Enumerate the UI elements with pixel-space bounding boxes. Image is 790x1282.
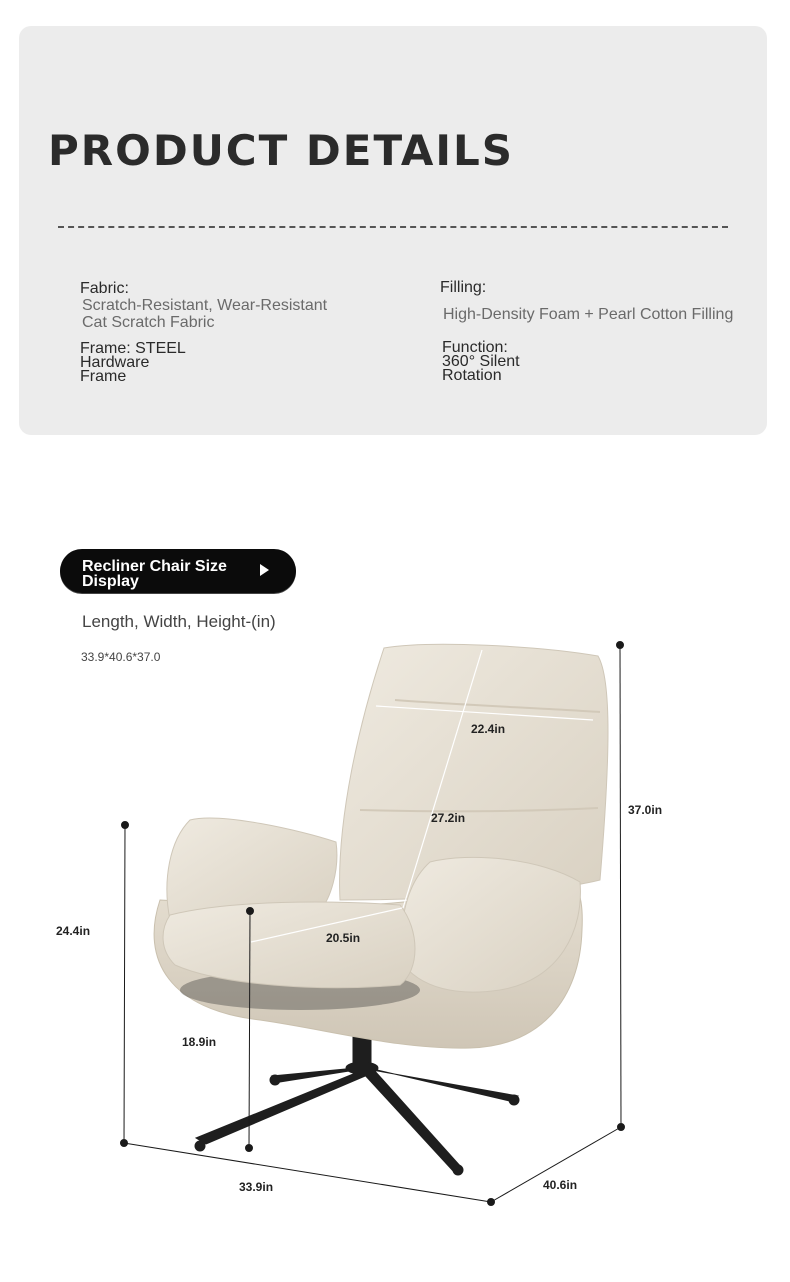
dim-backrest-width: 22.4in bbox=[471, 722, 506, 736]
dim-seat-height: 18.9in bbox=[182, 1035, 217, 1049]
frame-line3: Frame bbox=[80, 368, 127, 385]
function-line1: Function: bbox=[442, 339, 508, 356]
dim-seat-depth: 20.5in bbox=[326, 931, 361, 945]
filling-label: Filling: bbox=[440, 279, 487, 296]
chair-illustration bbox=[154, 644, 608, 1175]
frame-line1: Frame: STEEL bbox=[80, 340, 186, 357]
dimensions-subheading: Length, Width, Height-(in) bbox=[82, 612, 276, 631]
chair-base bbox=[195, 1032, 519, 1175]
fabric-label: Fabric: bbox=[80, 280, 129, 297]
badge-label-line1: Recliner Chair Size bbox=[82, 558, 227, 575]
badge-label-line2: Display bbox=[82, 573, 139, 590]
dim-backrest-height: 27.2in bbox=[431, 811, 466, 825]
fabric-value-line2: Cat Scratch Fabric bbox=[82, 314, 215, 331]
frame-line2: Hardware bbox=[80, 354, 150, 371]
filling-value: High-Density Foam + Pearl Cotton Filling bbox=[443, 306, 734, 323]
function-line2: 360° Silent bbox=[442, 353, 520, 370]
dim-width: 40.6in bbox=[543, 1178, 578, 1192]
fabric-value-line1: Scratch-Resistant, Wear-Resistant bbox=[82, 297, 328, 314]
overall-dimensions: 33.9*40.6*37.0 bbox=[81, 650, 161, 664]
dim-overall-height: 37.0in bbox=[628, 803, 663, 817]
page-title: PRODUCT DETAILS bbox=[48, 126, 514, 175]
dim-length: 33.9in bbox=[239, 1180, 274, 1194]
dim-arm-height: 24.4in bbox=[56, 924, 91, 938]
function-line3: Rotation bbox=[442, 367, 502, 384]
